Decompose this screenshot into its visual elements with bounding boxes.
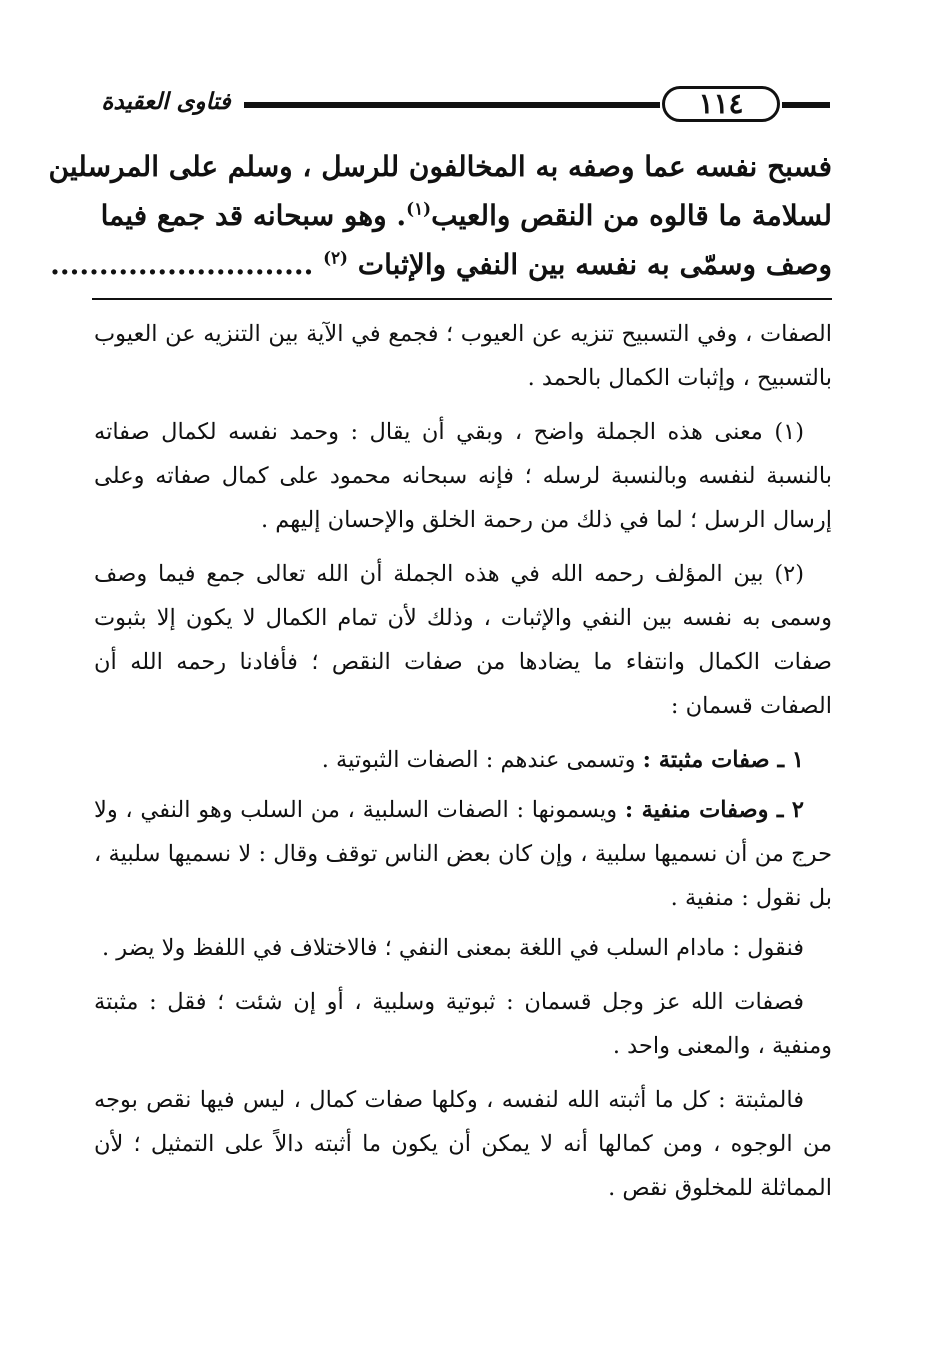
header-rule-left <box>244 102 660 108</box>
list-item-negated-text: ويسمونها : الصفات السلبية ، من السلب وهو النفي ، ولا حرج من أن نسميها سلبية ، وإن كان بعض الناس توقف وقال : لا نسميها سلبية ، بل نقول : منفية . <box>94 797 832 911</box>
main-text-line-2 <box>92 191 832 240</box>
footnote-2: (٢) بين المؤلف رحمه الله في هذه الجملة أن الله تعالى جمع فيما وصف وسمى به نفسه بين النفي والإثبات ، وذلك لأن تمام الكمال لا يكون إلا بثبوت صفات الكمال وانتفاء ما يضادها من صفات النقص ؛ فأفادنا رحمه الله أن الصفات قسمان : <box>94 561 832 719</box>
paragraph-affirmed: فالمثبتة : كل ما أثبته الله لنفسه ، وكلها صفات كمال ، ليس فيها نقص بوجه من الوجوه ، ومن كمالها أنه لا يمكن أن يكون ما أثبته دالاً على التمثيل ؛ لأن المماثلة للمخلوق نقص . <box>94 1087 832 1201</box>
commentary <box>94 312 832 1220</box>
section-separator <box>92 298 832 300</box>
paragraph-types: فصفات الله عز وجل قسمان : ثبوتية وسلبية ، أو إن شئت ؛ فقل : مثبتة ومنفية ، والمعنى واحد . <box>94 989 832 1059</box>
commentary-intro: الصفات ، وفي التسبيح تنزيه عن العيوب ؛ فجمع في الآية بين التنزيه عن العيوب بالتسبيح ، وإثبات الكمال بالحمد . <box>94 321 832 391</box>
list-item-negated <box>94 788 832 920</box>
footnote-ref-1: (١) <box>406 198 432 219</box>
main-text-line-3 <box>50 240 832 289</box>
list-item-affirmed <box>94 738 832 782</box>
main-text <box>48 142 832 289</box>
list-item-affirmed-label: ١ ـ صفات مثبتة : <box>642 747 804 773</box>
list-item-affirmed-text: وتسمى عندهم : الصفات الثبوتية . <box>321 747 636 773</box>
list-item-negated-label: ٢ ـ وصفات منفية : <box>624 797 804 823</box>
main-text-line-1: فسبح نفسه عما وصفه به المخالفون للرسل ، وسلم على المرسلين <box>48 150 832 183</box>
footnote-ref-2: (٢) <box>323 247 348 268</box>
footnote-1: (١) معنى هذه الجملة واضح ، وبقي أن يقال : وحمد نفسه لكمال صفاته بالنسبة لنفسه وبالنسبة لرسله ؛ فإنه سبحانه محمود على كمال صفاته وعلى إرسال الرسل ؛ لما في ذلك من رحمة الخلق والإحسان إليهم . <box>94 419 832 533</box>
main-text-dots: ........................... <box>50 248 314 281</box>
page-number: ١١٤ <box>662 86 780 122</box>
book-title: فتاوى العقيدة <box>101 88 231 115</box>
main-text-line-2-b: . وهو سبحانه قد جمع فيما <box>100 199 407 232</box>
paragraph-say: فنقول : مادام السلب في اللغة بمعنى النفي ؛ فالاختلاف في اللفظ ولا يضر . <box>101 935 804 961</box>
main-text-line-2-a: لسلامة ما قالوه من النقص والعيب <box>431 199 832 232</box>
main-text-line-3-a: وصف وسمّى به نفسه بين النفي والإثبات <box>357 248 832 281</box>
header-rule-right <box>782 102 830 108</box>
page-header <box>92 82 830 128</box>
